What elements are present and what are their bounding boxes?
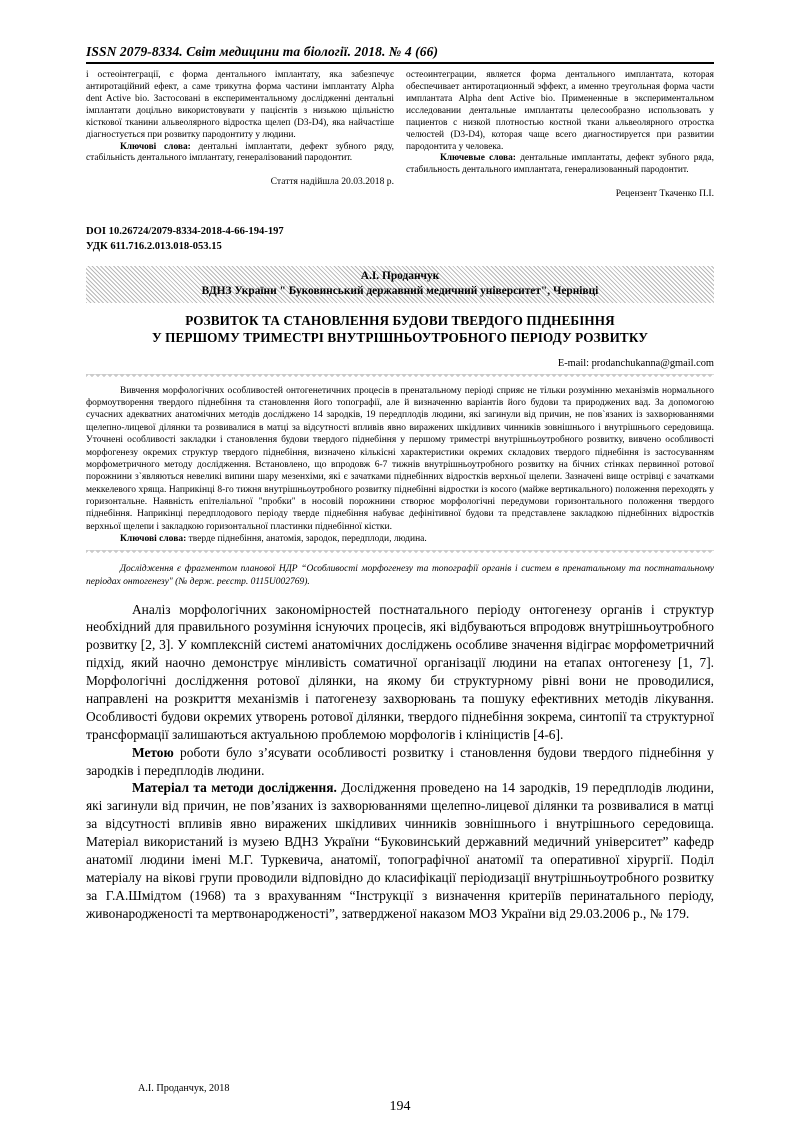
prev-keywords-ru [406,153,714,177]
wave-divider-top [86,374,714,381]
contact-email: E-mail: prodanchukanna@gmail.com [557,357,714,369]
keywords-label-uk: Ключові слова: [120,141,191,152]
identifier-block [86,225,714,253]
previous-article-abstracts [86,70,714,201]
abstract-keywords [86,533,714,545]
abstract-column-ukrainian [86,70,394,201]
prev-abstract-body-uk: і остеоінтеграції, є форма дентального імплантату, яка забезпечує антиротаційний ефект, а саме трикутна форма частини імплантату Alpha dent Active bio. Застосовані в експериментальному дослідженні дентальні імплантати доцільно використовувати у пацієнтів з низькою щільністю кісткової тканини альвеолярного відростка щелеп (D3-D4), яка найчастіше діагностується при розвитку пародонтиту у людини. [86,69,394,140]
page-footer [86,1083,714,1123]
funding-note-text: Дослідження є фрагментом планової НДР “Особливості морфогенезу та топографії органів і систем в пренатальному та постнатальному періодах онтогенезу" (№ держ. реєстр. 0115U002769). [86,564,714,587]
reviewer-note: Рецензент Ткаченко П.І. [615,188,714,200]
running-header: ISSN 2079-8334. Світ медицини та біології. 2018. № 4 (66) [86,44,439,59]
wave-divider-bottom [86,550,714,557]
page-content [86,44,714,923]
author-affiliation-banner [86,266,714,303]
udk-line: УДК 611.716.2.013.018-053.15 [86,240,222,252]
author-name: А.І. Проданчук [360,269,440,282]
doi-line: DOI 10.26724/2079-8334-2018-4-66-194-197 [86,226,284,238]
article-title-line-2: У ПЕРШОМУ ТРИМЕСТРІ ВНУТРІШНЬОУТРОБНОГО ПЕРІОДУ РОЗВИТКУ [152,330,648,346]
footer-copyright: А.І. Проданчук, 2018 [138,1083,230,1094]
body-paragraph-intro: Аналіз морфологічних закономірностей постнатального періоду онтогенезу органів і структур необхідний для правильного розуміння існуючих процесів, які відбуваються впродовж внутрішньоутробного розвитку [2, 3]. У комплексній системі анатомічних досліджень особливе значення відіграє морфометричний підхід, який наочно демонструє мінливість соматичної організації людини на етапах онтогенезу [1, 7]. Морфологічні дослідження ротової ділянки, на якому би структурному рівні вони не проводилися, направлені на розкриття механізмів і патогенезу захворювань та пошуку ефективних методів лікування. Особливості будови окремих утворень ротової ділянки, твердого піднебіння зокрема, синтопії та структурної трансформації залишаються актуальною проблемою морфологів і клініцистів [4-6]. [86,601,714,742]
abstract-keywords-label: Ключові слова: [120,533,187,544]
methods-label: Матеріал та методи дослідження. [132,780,337,796]
header-rule [86,62,714,64]
keywords-label-ru: Ключевые слова: [440,153,516,164]
prev-abstract-body-ru: остеоинтеграции, является форма дентального имплантата, которая обеспечивает антиротационный эффект, а именно треугольная форма части имплантата Alpha dent Active bio. Примененные в экспериментальном исследовании дентальные имплантаты целесообразно использовать у пациентов с низкой плотностью костной ткани альвеолярного отростка челюстей (D3-D4), которая чаще всего диагностируется при развитии пародонтита у человека. [406,69,714,152]
body-paragraph-methods [86,779,714,922]
author-affiliation: ВДНЗ України " Буковинський державний медичний університет", Чернівці [201,284,599,297]
abstract-body: Вивчення морфологічних особливостей онтогенетичних процесів в пренатальному періоді сприяє не тільки розумінню механізмів нормального формоутворення твердого піднебіння та становлення його топографії, але й визначенню варіантів його будови та природжених вад. За допомогою сучасних адекватних анатомічних методів досліджено 14 зародків, 19 передплодів людини, які загинули від причин, не пов`язаних із захворюваннями щелепно-лицевої ділянки та розвивалися в матці за відсутності впливів явно виражених шкідливих чинників зовнішнього і внутрішнього середовища. Уточнені особливості закладки і становлення будови твердого піднебіння у першому триместрі внутрішньоутробного розвитку, вивчено особливості морфогенезу окремих структур твердого піднебіння, визначено кількісні характеристики окремих складових твердого піднебіння із застосуванням морфометричного методу дослідження. Встановлено, що впродовж 6-7 тижнів внутрішньоутробного розвитку на бічних стінках первинної ротової порожнини з`являються невеликі випини шару мезенхіми, які є зачатками піднебінних відростків верхньої щелепи. Зазначені вище острівці є зачатками меккелевого хряща. Наприкінці 8-го тижня внутрішньоутробного розвитку піднебінні відростки із косого (майже вертикального) положення переходять у горизонтальне. Наявність епітеліальної "пробки" в носовій порожнини створює морфологічні передумови горизонтального положення твердого піднебіння. Наприкінці передплодового періоду тверде піднебіння набуває дефінітивної будови та представлене закладкою піднебінних відростків верхньої щелепи і закладкою горизонтальної пластинки піднебінної кістки. [86,385,714,532]
methods-text: Дослідження проведено на 14 зародків, 19 передплодів людини, які загинули від причин, не пов’язаних із захворюваннями щелепно-лицевої ділянки та розвивалися в матці за відсутності впливів явно виражених шкідливих чинників зовнішнього і внутрішнього середовища. Матеріал використаний із музею ВДНЗ України “Буковинський державний медичний університет” кафедр анатомії людини імені М.Г. Туркевича, анатомії, топографічної анатомії та оперативної хірургії. Поділ матеріалу на вікові групи проводили відповідно до класифікації періодизації внутрішньоутробного розвитку за Г.А.Шмідтом (1968) та з врахуванням “Інструкції з визначення критеріїв перинатального періоду, живонародженості та мертвонародженості”, затвердженої наказом МОЗ України від 29.03.2006 р., № 179. [86,780,714,921]
keywords-text-uk: дентальні імплантати, дефект зубного ряду, стабільність дентального імплантату, генералізований пародонтит. [86,141,394,164]
article-title-line-1: РОЗВИТОК ТА СТАНОВЛЕННЯ БУДОВИ ТВЕРДОГО ПІДНЕБІННЯ [185,312,615,328]
funding-note [86,563,714,588]
article-body [86,601,714,923]
abstract-column-russian [406,70,714,201]
prev-keywords-uk [86,142,394,166]
abstract-keywords-text: тверде піднебіння, анатомія, зародок, передплоди, людина. [186,533,427,544]
body-paragraph-aim [86,744,714,780]
footer-page-number: 194 [389,1099,411,1114]
aim-label: Метою [132,744,174,760]
article-title [86,312,714,347]
aim-text: роботи було з’ясувати особливості розвитку і становлення будови твердого піднебіння у зародків і передплодів людини. [86,744,714,778]
article-abstract [86,385,714,545]
keywords-text-ru: дентальные имплантаты, дефект зубного ряда, стабильность дентального имплантата, генерализованный пародонтит. [406,153,714,176]
submission-note: Стаття надійшла 20.03.2018 р. [270,176,394,188]
